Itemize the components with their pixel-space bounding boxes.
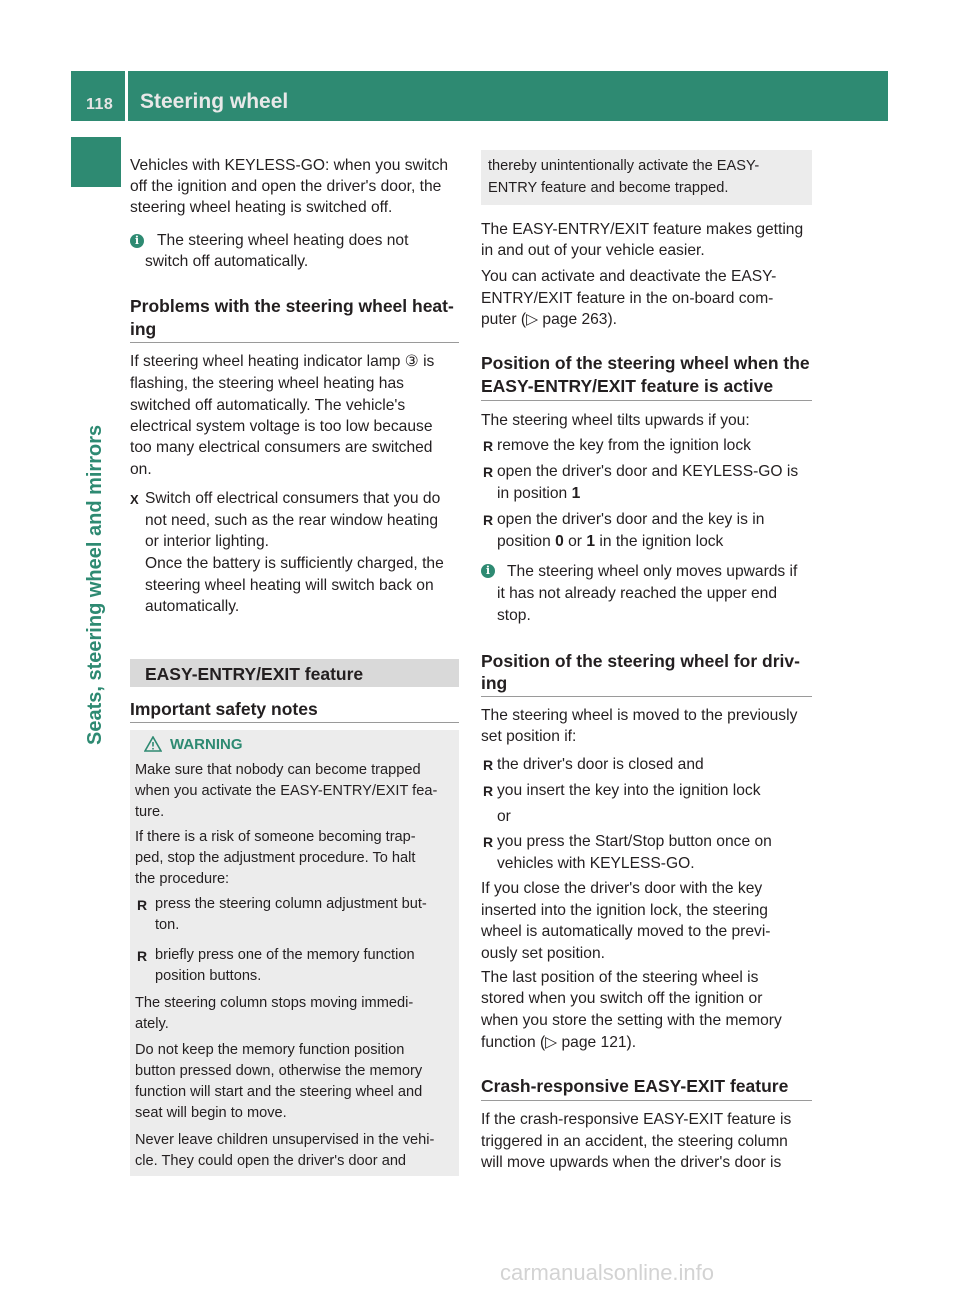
action-step-line: Switch off electrical consumers that you do <box>145 490 441 507</box>
warning-triangle-icon <box>144 736 162 752</box>
bullet-line: open the driver's door and the key is in <box>497 511 765 528</box>
para-line: The EASY-ENTRY/EXIT feature makes getting <box>481 221 804 238</box>
bullet-icon: R <box>483 834 494 850</box>
warning-line: ately. <box>135 1016 169 1032</box>
para-line: stored when you switch off the ignition or <box>481 990 763 1007</box>
page-ref-text: page 121). <box>561 1034 637 1051</box>
warning-line: ENTRY feature and become trapped. <box>488 180 729 196</box>
page-number: 118 <box>86 96 114 113</box>
bullet-line: you insert the key into the ignition lock <box>497 782 761 799</box>
info-note-line: it has not already reached the upper end <box>497 585 778 602</box>
action-step-line: or interior lighting. <box>145 533 269 550</box>
heading-rule <box>130 342 459 343</box>
warning-bullet-line: ton. <box>155 917 180 933</box>
warning-line: when you activate the EASY-ENTRY/EXIT fea- <box>135 783 438 799</box>
para-line: will move upwards when the driver's door is <box>481 1154 782 1171</box>
para-line: inserted into the ignition lock, the steering <box>481 902 768 919</box>
problems-para-line: switched off automatically. The vehicle's <box>130 397 406 414</box>
para-line: function ( <box>481 1034 546 1051</box>
warning-line: function will start and the steering wheel and <box>135 1084 423 1100</box>
para-line: If the crash-responsive EASY-EXIT feature is <box>481 1111 792 1128</box>
info-icon: i <box>130 234 144 248</box>
para-line: The last position of the steering wheel is <box>481 969 759 986</box>
heading-rule <box>481 1100 812 1101</box>
warning-line: The steering column stops moving immedi- <box>135 995 414 1011</box>
warning-line: the procedure: <box>135 871 230 887</box>
bullet-line <box>497 531 723 553</box>
para-line: wheel is automatically moved to the previ- <box>481 923 771 940</box>
bullet-line: or <box>497 808 511 825</box>
driving-heading: ing <box>481 673 508 693</box>
side-tab-marker <box>71 137 121 187</box>
warning-bullet-line: position buttons. <box>155 968 262 984</box>
heading-rule <box>481 400 812 401</box>
chapter-title: Steering wheel <box>140 90 289 113</box>
para-line: ously set position. <box>481 945 605 962</box>
bullet-line: open the driver's door and KEYLESS-GO is <box>497 463 799 480</box>
bullet-text: or <box>568 533 582 550</box>
crash-heading: Crash-responsive EASY-EXIT feature <box>481 1076 789 1096</box>
info-note-line: The steering wheel heating does not <box>157 232 409 249</box>
problems-para-line: electrical system voltage is too low because <box>130 418 433 435</box>
bullet-line: vehicles with KEYLESS-GO. <box>497 855 695 872</box>
problems-para-line: If steering wheel heating indicator lamp ③ is <box>130 353 435 370</box>
keyless-para-line: Vehicles with KEYLESS-GO: when you switch <box>130 157 449 174</box>
warning-line: Make sure that nobody can become trapped <box>135 762 421 778</box>
header-divider <box>125 71 128 121</box>
page-arrow-icon: ▷ <box>526 311 539 328</box>
warning-line: Do not keep the memory function position <box>135 1042 405 1058</box>
para-line: ENTRY/EXIT feature in the on-board com- <box>481 290 774 307</box>
bullet-line: the driver's door is closed and <box>497 756 704 773</box>
bullet-text: in the ignition lock <box>599 533 724 550</box>
action-step-line: steering wheel heating will switch back on <box>145 577 434 594</box>
bullet-icon: R <box>137 948 148 964</box>
problems-para-line: on. <box>130 461 152 478</box>
position-value: 1 <box>571 485 581 502</box>
bullet-icon: R <box>137 897 148 913</box>
warning-line: Never leave children unsupervised in the vehi- <box>135 1132 435 1148</box>
problems-para-line: too many electrical consumers are switched <box>130 439 433 456</box>
warning-line: If there is a risk of someone becoming trap- <box>135 829 416 845</box>
para-line: when you store the setting with the memory <box>481 1012 782 1029</box>
page-reference[interactable] <box>481 1032 636 1054</box>
bullet-icon: R <box>483 757 494 773</box>
warning-line: button pressed down, otherwise the memory <box>135 1063 423 1079</box>
para-line: set position if: <box>481 728 577 745</box>
action-step-line: Once the battery is sufficiently charged, the <box>145 555 444 572</box>
position-value: 1 <box>586 533 596 550</box>
para-line: in and out of your vehicle easier. <box>481 242 705 259</box>
info-icon: i <box>481 564 495 578</box>
heading-rule <box>481 696 812 697</box>
bullet-line: you press the Start/Stop button once on <box>497 833 772 850</box>
warning-bullet-line: press the steering column adjustment but- <box>155 896 427 912</box>
para-line: You can activate and deactivate the EASY- <box>481 268 777 285</box>
position-active-heading: EASY-ENTRY/EXIT feature is active <box>481 376 774 396</box>
warning-bullet-line: briefly press one of the memory function <box>155 947 415 963</box>
para-line: puter ( <box>481 311 527 328</box>
info-note-line: stop. <box>497 607 531 624</box>
warning-line: seat will begin to move. <box>135 1105 287 1121</box>
bullet-icon: R <box>483 464 494 480</box>
section-title: EASY-ENTRY/EXIT feature <box>145 664 364 684</box>
warning-title: WARNING <box>170 736 243 753</box>
page-arrow-icon: ▷ <box>545 1034 558 1051</box>
action-step-line: automatically. <box>145 598 240 615</box>
warning-line: ped, stop the adjustment procedure. To halt <box>135 850 416 866</box>
position-active-heading: Position of the steering wheel when the <box>481 353 810 373</box>
bullet-line <box>497 483 580 505</box>
keyless-para-line: steering wheel heating is switched off. <box>130 199 393 216</box>
keyless-para-line: off the ignition and open the driver's door, the <box>130 178 442 195</box>
bullet-icon: R <box>483 438 494 454</box>
heading-rule <box>130 722 459 723</box>
tilts-intro: The steering wheel tilts upwards if you: <box>481 412 750 429</box>
watermark-text: carmanualsonline.info <box>500 1260 715 1285</box>
para-line: The steering wheel is moved to the previously <box>481 707 798 724</box>
page-reference[interactable] <box>481 309 617 331</box>
driving-heading: Position of the steering wheel for driv- <box>481 651 800 671</box>
info-note-line: The steering wheel only moves upwards if <box>507 563 798 580</box>
para-line: If you close the driver's door with the key <box>481 880 763 897</box>
info-note-line: switch off automatically. <box>145 253 309 270</box>
warning-line: ture. <box>135 804 165 820</box>
bullet-line: remove the key from the ignition lock <box>497 437 751 454</box>
problems-para-line: flashing, the steering wheel heating has <box>130 375 404 392</box>
warning-line: cle. They could open the driver's door and <box>135 1153 407 1169</box>
action-arrow-icon: X <box>130 492 139 507</box>
action-step-line: not need, such as the rear window heating <box>145 512 439 529</box>
para-line: triggered in an accident, the steering column <box>481 1133 788 1150</box>
bullet-text: position <box>497 533 551 550</box>
position-value: 0 <box>555 533 564 550</box>
warning-line: thereby unintentionally activate the EASY- <box>488 158 760 174</box>
side-tab-label: Seats, steering wheel and mirrors <box>84 424 106 745</box>
safety-heading: Important safety notes <box>130 699 318 719</box>
bullet-icon: R <box>483 512 494 528</box>
problems-heading: ing <box>130 319 157 339</box>
bullet-icon: R <box>483 783 494 799</box>
problems-heading: Problems with the steering wheel heat- <box>130 296 454 316</box>
page-ref-text: page 263). <box>542 311 617 328</box>
bullet-text: in position <box>497 485 568 502</box>
